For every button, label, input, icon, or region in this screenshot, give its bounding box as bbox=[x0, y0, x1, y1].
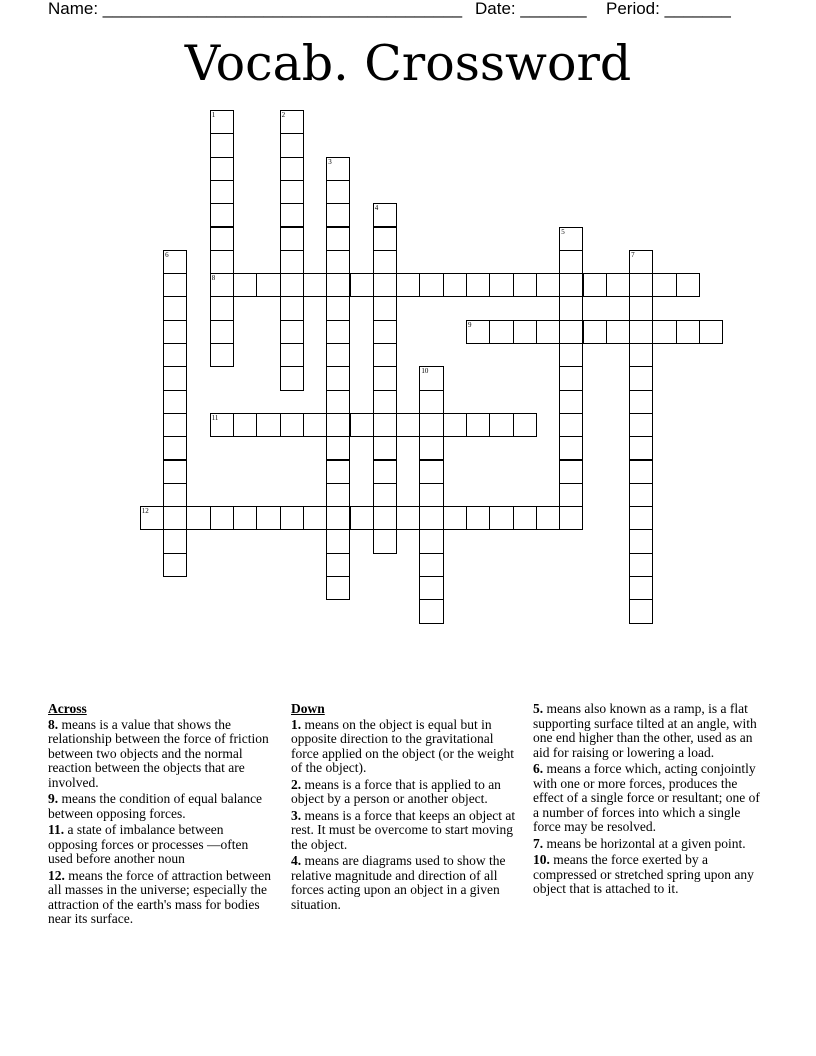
clue-number-label: 2. bbox=[291, 776, 302, 792]
grid-cell[interactable] bbox=[629, 529, 653, 553]
grid-cell[interactable] bbox=[373, 529, 397, 553]
clue-text: means on the object is equal but in opposite direction to the gravitational force applied on the object (or the weight of the object). bbox=[291, 716, 515, 775]
clue-item bbox=[291, 854, 519, 912]
grid-cell[interactable] bbox=[210, 203, 234, 227]
grid-cell[interactable] bbox=[559, 296, 583, 320]
grid-cell[interactable] bbox=[373, 320, 397, 344]
grid-cell[interactable] bbox=[163, 506, 187, 530]
grid-cell[interactable] bbox=[419, 483, 443, 507]
grid-cell[interactable] bbox=[676, 320, 700, 344]
clue-text: means is a value that shows the relationship between the force of friction between two objects and the normal reaction between the objects that are involved. bbox=[48, 716, 269, 790]
clue-number: 6 bbox=[165, 250, 169, 259]
grid-cell[interactable] bbox=[326, 157, 350, 181]
clue-number: 3 bbox=[328, 157, 332, 166]
grid-cell[interactable] bbox=[559, 320, 583, 344]
grid-cell[interactable] bbox=[559, 366, 583, 390]
grid-cell[interactable] bbox=[559, 506, 583, 530]
clue-item bbox=[533, 837, 767, 852]
grid-cell[interactable] bbox=[210, 133, 234, 157]
grid-cell[interactable] bbox=[536, 320, 560, 344]
grid-cell[interactable] bbox=[629, 506, 653, 530]
clue-text: means are diagrams used to show the relative magnitude and direction of all forces acting upon an object in a given situation. bbox=[291, 853, 506, 912]
grid-cell[interactable] bbox=[210, 296, 234, 320]
grid-cell[interactable] bbox=[163, 460, 187, 484]
clue-item bbox=[533, 702, 767, 760]
grid-cell[interactable] bbox=[419, 553, 443, 577]
grid-cell[interactable] bbox=[559, 483, 583, 507]
grid-cell[interactable] bbox=[699, 320, 723, 344]
grid-cell[interactable] bbox=[373, 366, 397, 390]
grid-cell[interactable] bbox=[163, 366, 187, 390]
grid-cell[interactable] bbox=[489, 273, 513, 297]
grid-cell[interactable] bbox=[629, 599, 653, 623]
clue-number-label: 8. bbox=[48, 716, 59, 732]
grid-cell[interactable] bbox=[280, 133, 304, 157]
grid-cell[interactable] bbox=[396, 506, 420, 530]
grid-cell[interactable] bbox=[210, 250, 234, 274]
grid-cell[interactable] bbox=[350, 413, 374, 437]
grid-cell[interactable] bbox=[303, 413, 327, 437]
grid-cell[interactable] bbox=[629, 343, 653, 367]
grid-cell[interactable] bbox=[326, 553, 350, 577]
grid-cell[interactable] bbox=[280, 180, 304, 204]
grid-cell[interactable] bbox=[629, 413, 653, 437]
grid-cell[interactable] bbox=[186, 506, 210, 530]
grid-cell[interactable] bbox=[652, 320, 676, 344]
grid-cell[interactable] bbox=[350, 506, 374, 530]
grid-cell[interactable] bbox=[326, 343, 350, 367]
grid-cell[interactable] bbox=[280, 203, 304, 227]
grid-cell[interactable] bbox=[326, 180, 350, 204]
grid-cell[interactable] bbox=[513, 320, 537, 344]
grid-cell[interactable] bbox=[303, 506, 327, 530]
clue-text: means is a force that is applied to an object by a person or another object. bbox=[291, 776, 501, 806]
grid-cell[interactable] bbox=[326, 320, 350, 344]
grid-cell[interactable] bbox=[489, 320, 513, 344]
across-clues bbox=[48, 702, 276, 929]
grid-cell[interactable] bbox=[350, 273, 374, 297]
grid-cell[interactable] bbox=[419, 390, 443, 414]
grid-cell[interactable] bbox=[326, 390, 350, 414]
grid-cell[interactable] bbox=[466, 413, 490, 437]
clue-item bbox=[291, 778, 519, 807]
grid-cell[interactable] bbox=[326, 436, 350, 460]
grid-cell[interactable] bbox=[326, 227, 350, 251]
grid-cell[interactable] bbox=[373, 506, 397, 530]
grid-cell[interactable] bbox=[629, 460, 653, 484]
grid-cell[interactable] bbox=[280, 296, 304, 320]
clue-number: 11 bbox=[211, 413, 219, 422]
clue-text: means the force exerted by a compressed or stretched spring upon any object that is attached to it. bbox=[533, 852, 754, 896]
clue-number-label: 1. bbox=[291, 716, 302, 732]
grid-cell[interactable] bbox=[396, 273, 420, 297]
clue-text: means is a force that keeps an object at rest. It must be overcome to start moving the object. bbox=[291, 807, 516, 852]
clue-number-label: 10. bbox=[533, 852, 550, 867]
grid-cell[interactable] bbox=[559, 343, 583, 367]
grid-cell[interactable] bbox=[513, 413, 537, 437]
clue-number: 2 bbox=[281, 111, 286, 119]
grid-cell[interactable] bbox=[513, 273, 537, 297]
grid-cell[interactable] bbox=[210, 273, 234, 297]
clue-column-1 bbox=[48, 718, 276, 927]
clue-number: 5 bbox=[561, 227, 565, 236]
grid-cell[interactable] bbox=[280, 227, 304, 251]
clue-text: means a force which, acting conjointly with one or more forces, produces the effect of a single force or resultant; one of a number of forces into which a single force may be resolved. bbox=[533, 761, 760, 834]
clue-item bbox=[48, 869, 276, 927]
grid-cell[interactable] bbox=[466, 320, 490, 344]
grid-cell[interactable] bbox=[559, 460, 583, 484]
grid-cell[interactable] bbox=[629, 390, 653, 414]
grid-cell[interactable] bbox=[373, 436, 397, 460]
grid-cell[interactable] bbox=[326, 576, 350, 600]
clue-number-label: 12. bbox=[48, 867, 65, 883]
grid-cell[interactable] bbox=[419, 413, 443, 437]
clue-number: 10 bbox=[421, 367, 429, 376]
grid-cell[interactable] bbox=[629, 296, 653, 320]
grid-cell[interactable] bbox=[280, 110, 304, 134]
grid-cell[interactable] bbox=[629, 366, 653, 390]
grid-cell[interactable] bbox=[210, 180, 234, 204]
grid-cell[interactable] bbox=[629, 576, 653, 600]
grid-cell[interactable] bbox=[280, 413, 304, 437]
name-field[interactable]: Name: ______________________________________ bbox=[48, 0, 463, 18]
grid-cell[interactable] bbox=[163, 529, 187, 553]
clue-number-label: 6. bbox=[533, 761, 544, 776]
clue-number-label: 5. bbox=[533, 701, 544, 716]
clue-item bbox=[291, 809, 519, 853]
grid-cell[interactable] bbox=[536, 273, 560, 297]
grid-cell[interactable] bbox=[210, 110, 234, 134]
grid-cell[interactable] bbox=[419, 506, 443, 530]
grid-cell[interactable] bbox=[140, 506, 164, 530]
grid-cell[interactable] bbox=[280, 343, 304, 367]
grid-cell[interactable] bbox=[373, 413, 397, 437]
clue-text: means also known as a ramp, is a flat supporting surface tilted at an angle, with one end higher than the other, used as an aid for raising or lowering a load. bbox=[533, 701, 757, 760]
grid-cell[interactable] bbox=[373, 250, 397, 274]
grid-cell[interactable] bbox=[559, 390, 583, 414]
grid-cell[interactable] bbox=[326, 460, 350, 484]
grid-cell[interactable] bbox=[583, 273, 607, 297]
grid-cell[interactable] bbox=[280, 320, 304, 344]
grid-cell[interactable] bbox=[443, 413, 467, 437]
grid-cell[interactable] bbox=[559, 273, 583, 297]
grid-cell[interactable] bbox=[536, 506, 560, 530]
page-title: Vocab. Crossword bbox=[184, 35, 632, 92]
grid-cell[interactable] bbox=[256, 413, 280, 437]
grid-cell[interactable] bbox=[233, 273, 257, 297]
grid-cell[interactable] bbox=[443, 273, 467, 297]
grid-cell[interactable] bbox=[163, 273, 187, 297]
grid-cell[interactable] bbox=[326, 250, 350, 274]
clue-text: means the force of attraction between all masses in the universe; especially the attraction of the earth's mass for bodies near its surface. bbox=[48, 867, 272, 926]
grid-cell[interactable] bbox=[466, 273, 490, 297]
grid-cell[interactable] bbox=[233, 506, 257, 530]
grid-cell[interactable] bbox=[373, 203, 397, 227]
grid-cell[interactable] bbox=[559, 227, 583, 251]
grid-cell[interactable] bbox=[210, 320, 234, 344]
clue-text: a state of imbalance between opposing forces or processes —often used before another noun bbox=[48, 822, 249, 866]
grid-cell[interactable] bbox=[163, 296, 187, 320]
grid-cell[interactable] bbox=[163, 390, 187, 414]
grid-cell[interactable] bbox=[583, 320, 607, 344]
grid-cell[interactable] bbox=[373, 390, 397, 414]
grid-cell[interactable] bbox=[163, 413, 187, 437]
grid-cell[interactable] bbox=[419, 576, 443, 600]
grid-cell[interactable] bbox=[629, 483, 653, 507]
grid-cell[interactable] bbox=[163, 250, 187, 274]
grid-cell[interactable] bbox=[326, 483, 350, 507]
clue-number: 7 bbox=[631, 250, 635, 259]
clue-number-label: 4. bbox=[291, 853, 302, 868]
grid-cell[interactable] bbox=[326, 296, 350, 320]
clue-number: 4 bbox=[374, 204, 379, 213]
grid-cell[interactable] bbox=[629, 320, 653, 344]
clue-text: means the condition of equal balance between opposing forces. bbox=[48, 791, 263, 821]
down-clues-continued bbox=[533, 702, 767, 899]
clue-number: 1 bbox=[211, 111, 216, 119]
grid-cell[interactable] bbox=[629, 553, 653, 577]
grid-cell[interactable] bbox=[326, 273, 350, 297]
grid-cell[interactable] bbox=[163, 483, 187, 507]
grid-cell[interactable] bbox=[280, 366, 304, 390]
grid-cell[interactable] bbox=[326, 413, 350, 437]
grid-cell[interactable] bbox=[210, 506, 234, 530]
grid-cell[interactable] bbox=[559, 250, 583, 274]
grid-cell[interactable] bbox=[559, 413, 583, 437]
clue-number: 12 bbox=[141, 507, 149, 516]
grid-cell[interactable] bbox=[443, 506, 467, 530]
grid-cell[interactable] bbox=[606, 273, 630, 297]
grid-cell[interactable] bbox=[373, 460, 397, 484]
grid-cell[interactable] bbox=[629, 436, 653, 460]
clue-number: 8 bbox=[211, 274, 216, 283]
period-field[interactable]: Period: _______ bbox=[606, 0, 731, 18]
grid-cell[interactable] bbox=[280, 506, 304, 530]
grid-cell[interactable] bbox=[210, 343, 234, 367]
clue-number-label: 11. bbox=[48, 822, 65, 837]
clue-number-label: 7. bbox=[533, 835, 544, 851]
grid-cell[interactable] bbox=[210, 227, 234, 251]
grid-cell[interactable] bbox=[373, 296, 397, 320]
grid-cell[interactable] bbox=[163, 553, 187, 577]
grid-cell[interactable] bbox=[163, 320, 187, 344]
grid-cell[interactable] bbox=[419, 366, 443, 390]
grid-cell[interactable] bbox=[466, 506, 490, 530]
clue-item bbox=[48, 823, 276, 867]
down-heading: Down bbox=[291, 701, 325, 716]
grid-cell[interactable] bbox=[373, 227, 397, 251]
grid-cell[interactable] bbox=[629, 250, 653, 274]
grid-cell[interactable] bbox=[326, 203, 350, 227]
grid-cell[interactable] bbox=[629, 273, 653, 297]
clue-number: 9 bbox=[468, 320, 472, 329]
grid-cell[interactable] bbox=[606, 320, 630, 344]
grid-cell[interactable] bbox=[676, 273, 700, 297]
grid-cell[interactable] bbox=[373, 483, 397, 507]
grid-cell[interactable] bbox=[326, 506, 350, 530]
grid-cell[interactable] bbox=[652, 273, 676, 297]
grid-cell[interactable] bbox=[233, 413, 257, 437]
grid-cell[interactable] bbox=[280, 250, 304, 274]
grid-cell[interactable] bbox=[210, 157, 234, 181]
down-clues bbox=[291, 702, 519, 914]
grid-cell[interactable] bbox=[419, 460, 443, 484]
grid-cell[interactable] bbox=[326, 529, 350, 553]
grid-cell[interactable] bbox=[559, 436, 583, 460]
grid-cell[interactable] bbox=[419, 529, 443, 553]
grid-cell[interactable] bbox=[489, 413, 513, 437]
grid-cell[interactable] bbox=[419, 599, 443, 623]
clue-column-3 bbox=[533, 702, 767, 897]
grid-cell[interactable] bbox=[489, 506, 513, 530]
clue-number-label: 3. bbox=[291, 807, 302, 823]
grid-cell[interactable] bbox=[373, 273, 397, 297]
grid-cell[interactable] bbox=[256, 506, 280, 530]
grid-cell[interactable] bbox=[256, 273, 280, 297]
grid-cell[interactable] bbox=[419, 436, 443, 460]
clue-item bbox=[48, 792, 276, 821]
grid-cell[interactable] bbox=[163, 436, 187, 460]
grid-cell[interactable] bbox=[163, 343, 187, 367]
clue-text: means be horizontal at a given point. bbox=[543, 835, 746, 851]
clue-item bbox=[533, 762, 767, 835]
grid-cell[interactable] bbox=[210, 413, 234, 437]
grid-cell[interactable] bbox=[280, 157, 304, 181]
clue-column-2 bbox=[291, 718, 519, 913]
clue-item bbox=[291, 718, 519, 776]
grid-cell[interactable] bbox=[419, 273, 443, 297]
clue-item bbox=[533, 853, 767, 897]
grid-cell[interactable] bbox=[280, 273, 304, 297]
clue-item bbox=[48, 718, 276, 791]
grid-cell[interactable] bbox=[303, 273, 327, 297]
grid-cell[interactable] bbox=[326, 366, 350, 390]
grid-cell[interactable] bbox=[373, 343, 397, 367]
across-heading: Across bbox=[48, 701, 87, 716]
grid-cell[interactable] bbox=[396, 413, 420, 437]
date-field[interactable]: Date: _______ bbox=[475, 0, 587, 18]
grid-cell[interactable] bbox=[513, 506, 537, 530]
clue-number-label: 9. bbox=[48, 791, 59, 806]
